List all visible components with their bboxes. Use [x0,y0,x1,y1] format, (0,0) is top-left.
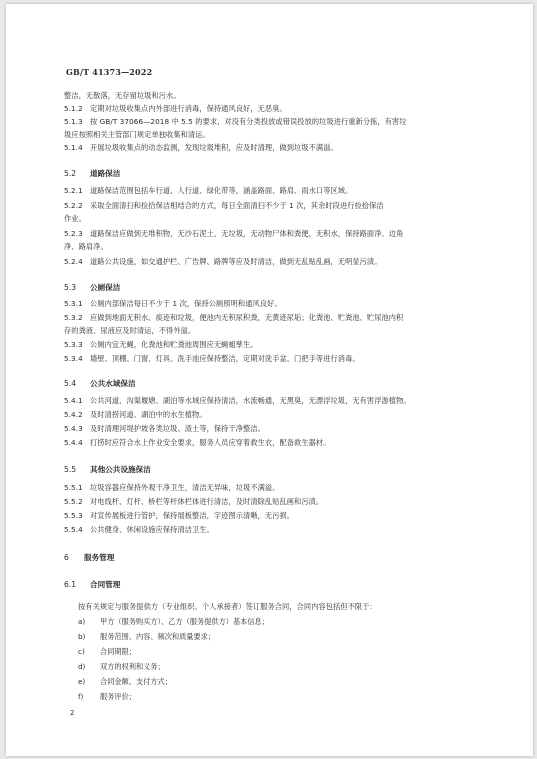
clause-number: 5.4.3 [64,424,83,433]
section-heading-6-1 [64,579,120,590]
section-number: 5.3 [64,283,77,292]
clause-text: 垃圾容器应保持外观干净卫生，清洁无异味，垃圾不满溢。 [90,483,280,492]
clause-number: 5.4.4 [64,438,83,447]
clause-text: 打捞时应符合水上作业安全要求，服务人员应穿着救生衣，配备救生器材。 [90,438,331,447]
clause-number: 5.3.2 [64,313,83,322]
clause-number: 5.2.1 [64,186,83,195]
list-marker: f) [78,692,84,701]
section-number: 5.5 [64,465,77,474]
clause-5-3-4 [64,353,492,366]
list-marker: a) [78,617,86,626]
clause-5-2-3-cont: 净、路肩净。 [64,242,108,251]
clause-5-4-4 [64,437,492,450]
clause-number: 5.5.4 [64,525,83,534]
list-text: 甲方（服务购买方）、乙方（服务提供方）基本信息； [100,617,269,626]
clause-number: 5.5.2 [64,497,83,506]
clause-5-3-1 [64,298,492,311]
clause-5-1-4 [64,142,492,155]
clause-text: 对电线杆、灯杆、桥栏等杆体栏体进行清洁，及时清除乱贴乱画和污渍。 [90,497,324,506]
clause-text: 定期对垃圾收集点内外部进行消毒，保持通风良好，无恶臭。 [90,104,287,113]
clause-5-4-2 [64,409,492,422]
clause-number: 5.1.3 [64,117,83,126]
clause-5-1-2 [64,103,492,116]
list-item-e [78,677,172,687]
clause-number: 5.1.4 [64,143,83,152]
clause-number: 5.1.2 [64,104,83,113]
list-item-b [78,632,215,642]
clause-text: 公厕内部保洁每日不少于 1 次，保持公厕照明和通风良好。 [90,299,282,308]
clause-text: 对宣传展板进行管护，保持展板整洁，字迹图示清晰，无污损。 [90,511,295,520]
clause-number: 5.2.4 [64,257,83,266]
list-item-a [78,617,269,627]
clause-number: 5.2.3 [64,229,83,238]
clause-text: 道路公共设施，如交通护栏、广告牌、路牌等应及时清洁，做到无乱贴乱画，无明显污渍。 [90,257,382,266]
list-marker: c) [78,647,85,656]
list-marker: e) [78,677,86,686]
section-heading-5-5 [64,464,151,475]
section-title: 公共水域保洁 [90,379,136,388]
clause-text: 道路保洁范围包括车行道、人行道、绿化带等，涵盖路面、路肩、雨水口等区域。 [90,186,353,195]
section-heading-5-4 [64,378,136,389]
clause-5-2-3 [64,228,492,241]
paragraph-continuation: 整洁，无散落，无存留垃圾和污水。 [64,91,181,100]
clause-5-2-4 [64,256,492,269]
clause-text: 墙壁、顶棚、门窗、灯具、洗手池应保持整洁，定期对洗手盆、门把手等进行消毒。 [90,354,360,363]
clause-5-5-4 [64,524,492,537]
clause-text: 公共健身、休闲设施应保持清洁卫生。 [90,525,214,534]
clause-number: 5.3.3 [64,340,83,349]
list-marker: b) [78,632,86,641]
clause-5-5-1 [64,482,492,495]
chapter-title: 服务管理 [84,553,115,562]
clause-text: 及时清捞河道、湖泊中的水生植物。 [90,410,207,419]
clause-text: 开展垃圾收集点的动态监测，发现垃圾堆积，应及时清理，做到垃圾不满溢。 [90,143,338,152]
clause-number: 5.3.4 [64,354,83,363]
clause-5-3-2 [64,312,492,325]
clause-5-4-3 [64,423,492,436]
contract-intro: 按有关规定与服务提供方（专业组织、个人承接者）签订服务合同，合同内容包括但不限于： [78,602,377,611]
clause-text: 采取全面清扫和捡拾保洁相结合的方式，每日全面清扫不少于 1 次，其余时段进行捡拾保洁 [90,201,384,210]
list-item-d [78,662,165,672]
clause-5-2-2-cont: 作业。 [64,214,86,223]
chapter-heading-6 [64,552,114,563]
section-number: 5.4 [64,379,77,388]
section-title: 其他公共设施保洁 [90,465,151,474]
clause-text: 按 GB/T 37066—2018 中 5.5 的要求，对没有分类投放或错误投放的垃圾进行重新分拣，有害垃 [90,117,407,126]
section-title: 合同管理 [90,580,121,589]
list-marker: d) [78,662,86,671]
clause-number: 5.5.1 [64,483,83,492]
clause-5-1-3 [64,116,492,129]
page-number: 2 [70,709,75,717]
section-number: 5.2 [64,169,77,178]
clause-text: 道路保洁应做到无堆积物，无沙石泥土，无垃圾，无动物尸体和粪便，无积水，保持路面净、边角 [90,229,404,238]
clause-5-1-3-cont: 圾应按照相关主管部门规定单独收集和清运。 [64,130,210,139]
clause-5-3-3 [64,339,492,352]
list-text: 合同金额、支付方式； [100,677,172,686]
clause-number: 5.4.1 [64,396,83,405]
section-title: 公厕保洁 [90,283,121,292]
clause-5-3-2-cont: 存的粪液、尿液应及时清运，不得外溢。 [64,326,196,335]
clause-5-2-1 [64,185,492,198]
clause-text: 及时清理河堤护坡各类垃圾、渣土等，保持干净整洁。 [90,424,265,433]
clause-text: 公厕内宜无蝇，化粪池和贮粪池周围应无蝇蛆孳生。 [90,340,258,349]
clause-5-5-2 [64,496,492,509]
list-text: 服务范围、内容、频次和质量要求； [100,632,216,641]
standard-code-header: GB/T 41373—2022 [66,67,153,77]
document-page [6,4,533,756]
clause-5-5-3 [64,510,492,523]
list-item-f [78,692,136,702]
section-heading-5-3 [64,282,120,293]
clause-number: 5.3.1 [64,299,83,308]
clause-text: 应做到地面无积水、痰迹和垃圾，便池内无积尿积粪，无黄迹尿垢；化粪池、贮粪池、贮尿池内积 [90,313,404,322]
list-text: 双方的权利和义务； [100,662,165,671]
section-heading-5-2 [64,168,120,179]
clause-number: 5.4.2 [64,410,83,419]
section-title: 道路保洁 [90,169,121,178]
clause-text: 公共河道、沟渠堰塘、湖泊等水域应保持清洁，水流畅通，无黑臭，无漂浮垃圾，无有害浮游植物。 [90,396,411,405]
clause-5-2-2 [64,200,492,213]
clause-5-4-1 [64,395,492,408]
list-item-c [78,647,136,657]
clause-number: 5.5.3 [64,511,83,520]
list-text: 合同期限； [100,647,136,656]
list-text: 服务评价； [100,692,136,701]
clause-number: 5.2.2 [64,201,83,210]
section-number: 6.1 [64,580,77,589]
chapter-number: 6 [64,553,69,562]
